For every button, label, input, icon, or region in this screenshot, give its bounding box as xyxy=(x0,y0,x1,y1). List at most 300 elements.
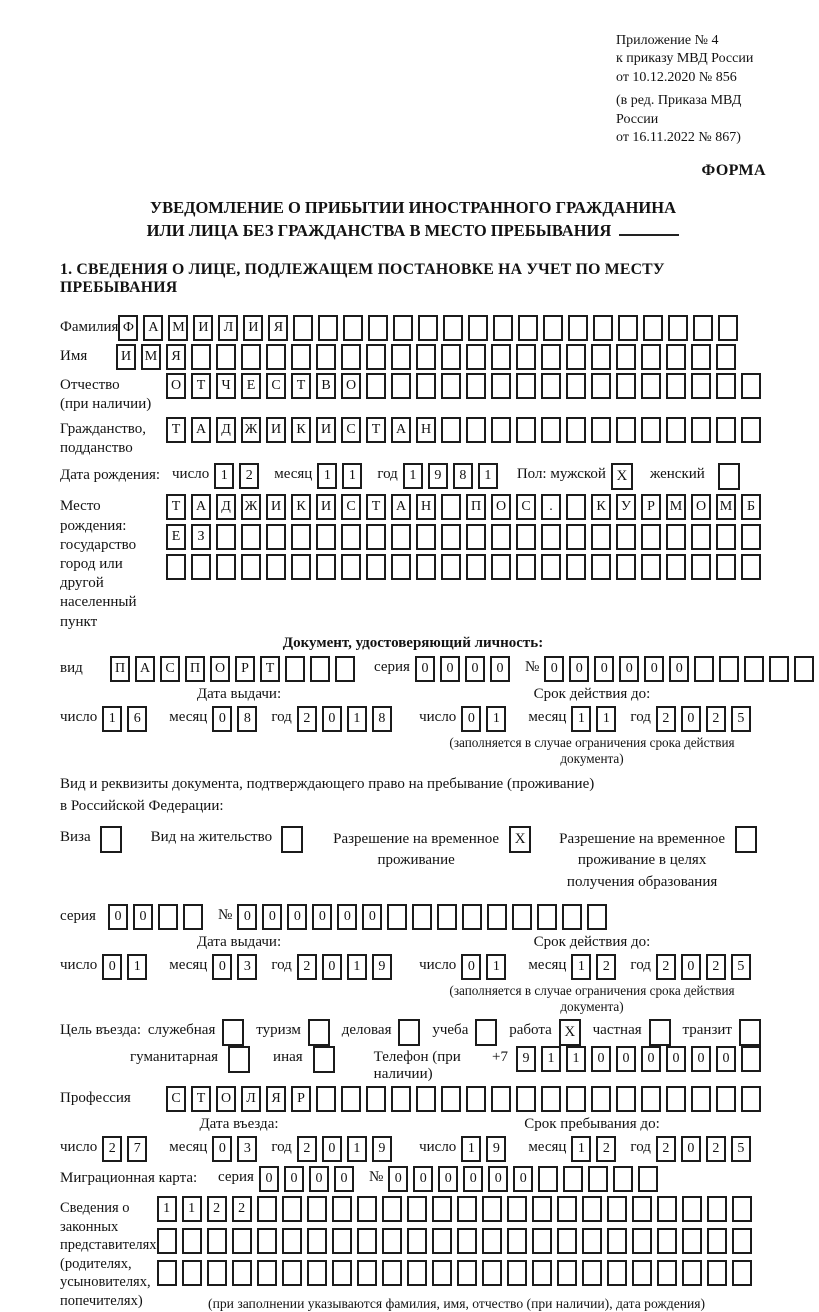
char-cell[interactable] xyxy=(466,524,486,550)
purpose-official-checkbox[interactable] xyxy=(222,1019,244,1046)
char-cell[interactable]: К xyxy=(591,494,611,520)
char-cell[interactable]: 0 xyxy=(461,706,481,732)
char-cell[interactable] xyxy=(158,904,178,930)
char-cell[interactable] xyxy=(391,344,411,370)
char-cell[interactable] xyxy=(518,315,538,341)
char-cell[interactable] xyxy=(357,1228,377,1254)
char-cell[interactable] xyxy=(691,417,711,443)
char-cell[interactable]: 1 xyxy=(127,954,147,980)
char-cell[interactable] xyxy=(382,1260,402,1286)
char-cell[interactable]: 1 xyxy=(566,1046,586,1072)
char-cell[interactable]: 5 xyxy=(731,954,751,980)
char-cell[interactable] xyxy=(216,524,236,550)
char-cell[interactable] xyxy=(566,524,586,550)
char-cell[interactable]: 2 xyxy=(706,954,726,980)
char-cell[interactable]: 1 xyxy=(317,463,337,489)
char-cell[interactable] xyxy=(491,554,511,580)
char-cell[interactable] xyxy=(563,1166,583,1192)
char-cell[interactable]: Д xyxy=(216,494,236,520)
char-cell[interactable]: 0 xyxy=(681,706,701,732)
char-cell[interactable] xyxy=(307,1196,327,1222)
char-cell[interactable] xyxy=(741,554,761,580)
char-cell[interactable] xyxy=(366,373,386,399)
char-cell[interactable]: 1 xyxy=(571,954,591,980)
char-cell[interactable] xyxy=(557,1260,577,1286)
char-cell[interactable] xyxy=(462,904,482,930)
char-cell[interactable] xyxy=(588,1166,608,1192)
char-cell[interactable] xyxy=(616,1086,636,1112)
char-cell[interactable] xyxy=(441,524,461,550)
char-cell[interactable] xyxy=(541,344,561,370)
purpose-work-checkbox[interactable]: X xyxy=(559,1019,581,1046)
char-cell[interactable] xyxy=(591,344,611,370)
char-cell[interactable] xyxy=(207,1228,227,1254)
char-cell[interactable]: Д xyxy=(216,417,236,443)
char-cell[interactable] xyxy=(607,1228,627,1254)
char-cell[interactable]: Т xyxy=(366,417,386,443)
char-cell[interactable] xyxy=(718,315,738,341)
char-cell[interactable] xyxy=(332,1260,352,1286)
char-cell[interactable] xyxy=(732,1260,752,1286)
char-cell[interactable]: 0 xyxy=(513,1166,533,1192)
temp-residence-education-checkbox[interactable] xyxy=(735,826,757,853)
char-cell[interactable] xyxy=(557,1196,577,1222)
char-cell[interactable]: 6 xyxy=(127,706,147,732)
char-cell[interactable]: 2 xyxy=(596,1136,616,1162)
char-cell[interactable]: Ж xyxy=(241,417,261,443)
char-cell[interactable] xyxy=(543,315,563,341)
char-cell[interactable] xyxy=(516,554,536,580)
char-cell[interactable] xyxy=(741,524,761,550)
char-cell[interactable] xyxy=(716,344,736,370)
char-cell[interactable] xyxy=(732,1196,752,1222)
char-cell[interactable]: 0 xyxy=(284,1166,304,1192)
char-cell[interactable]: 8 xyxy=(237,706,257,732)
char-cell[interactable] xyxy=(512,904,532,930)
char-cell[interactable] xyxy=(491,344,511,370)
char-cell[interactable] xyxy=(457,1260,477,1286)
visa-checkbox[interactable] xyxy=(100,826,122,853)
char-cell[interactable] xyxy=(666,1086,686,1112)
char-cell[interactable]: А xyxy=(391,417,411,443)
char-cell[interactable] xyxy=(591,373,611,399)
char-cell[interactable] xyxy=(491,524,511,550)
char-cell[interactable] xyxy=(491,1086,511,1112)
char-cell[interactable] xyxy=(393,315,413,341)
char-cell[interactable]: Ж xyxy=(241,494,261,520)
char-cell[interactable]: 0 xyxy=(322,706,342,732)
char-cell[interactable]: П xyxy=(110,656,130,682)
char-cell[interactable]: 0 xyxy=(108,904,128,930)
char-cell[interactable]: 2 xyxy=(596,954,616,980)
char-cell[interactable] xyxy=(293,315,313,341)
char-cell[interactable] xyxy=(741,417,761,443)
char-cell[interactable]: 0 xyxy=(619,656,639,682)
char-cell[interactable]: Я xyxy=(268,315,288,341)
char-cell[interactable]: У xyxy=(616,494,636,520)
char-cell[interactable]: 1 xyxy=(486,706,506,732)
char-cell[interactable] xyxy=(682,1196,702,1222)
char-cell[interactable] xyxy=(532,1260,552,1286)
char-cell[interactable]: О xyxy=(166,373,186,399)
char-cell[interactable] xyxy=(241,344,261,370)
char-cell[interactable]: И xyxy=(193,315,213,341)
char-cell[interactable] xyxy=(366,344,386,370)
char-cell[interactable] xyxy=(310,656,330,682)
purpose-study-checkbox[interactable] xyxy=(475,1019,497,1046)
char-cell[interactable] xyxy=(443,315,463,341)
char-cell[interactable] xyxy=(562,904,582,930)
char-cell[interactable]: О xyxy=(491,494,511,520)
char-cell[interactable] xyxy=(441,554,461,580)
char-cell[interactable] xyxy=(341,554,361,580)
char-cell[interactable]: . xyxy=(541,494,561,520)
char-cell[interactable]: 1 xyxy=(403,463,423,489)
char-cell[interactable] xyxy=(541,524,561,550)
char-cell[interactable]: И xyxy=(316,494,336,520)
char-cell[interactable]: 9 xyxy=(372,1136,392,1162)
char-cell[interactable]: 0 xyxy=(544,656,564,682)
char-cell[interactable]: 2 xyxy=(297,954,317,980)
char-cell[interactable] xyxy=(466,373,486,399)
char-cell[interactable] xyxy=(432,1260,452,1286)
char-cell[interactable] xyxy=(716,373,736,399)
char-cell[interactable]: С xyxy=(341,494,361,520)
char-cell[interactable] xyxy=(516,1086,536,1112)
char-cell[interactable] xyxy=(266,554,286,580)
char-cell[interactable]: Т xyxy=(191,373,211,399)
char-cell[interactable] xyxy=(316,1086,336,1112)
sex-female-checkbox[interactable] xyxy=(718,463,740,490)
char-cell[interactable]: М xyxy=(168,315,188,341)
char-cell[interactable] xyxy=(466,554,486,580)
char-cell[interactable] xyxy=(641,554,661,580)
char-cell[interactable] xyxy=(707,1260,727,1286)
char-cell[interactable] xyxy=(582,1228,602,1254)
char-cell[interactable]: 0 xyxy=(413,1166,433,1192)
char-cell[interactable]: З xyxy=(191,524,211,550)
char-cell[interactable] xyxy=(266,344,286,370)
char-cell[interactable] xyxy=(516,373,536,399)
char-cell[interactable]: 0 xyxy=(415,656,435,682)
char-cell[interactable] xyxy=(668,315,688,341)
char-cell[interactable] xyxy=(191,554,211,580)
char-cell[interactable]: К xyxy=(291,494,311,520)
char-cell[interactable] xyxy=(732,1228,752,1254)
char-cell[interactable] xyxy=(407,1228,427,1254)
char-cell[interactable]: Л xyxy=(218,315,238,341)
char-cell[interactable] xyxy=(491,373,511,399)
char-cell[interactable]: М xyxy=(666,494,686,520)
char-cell[interactable] xyxy=(391,1086,411,1112)
char-cell[interactable] xyxy=(332,1228,352,1254)
char-cell[interactable]: 0 xyxy=(388,1166,408,1192)
char-cell[interactable] xyxy=(416,1086,436,1112)
char-cell[interactable]: 9 xyxy=(486,1136,506,1162)
char-cell[interactable]: 1 xyxy=(571,1136,591,1162)
char-cell[interactable] xyxy=(482,1228,502,1254)
char-cell[interactable] xyxy=(157,1260,177,1286)
char-cell[interactable]: А xyxy=(191,417,211,443)
char-cell[interactable]: Р xyxy=(291,1086,311,1112)
char-cell[interactable]: 0 xyxy=(716,1046,736,1072)
char-cell[interactable]: 1 xyxy=(486,954,506,980)
char-cell[interactable] xyxy=(666,373,686,399)
char-cell[interactable]: П xyxy=(185,656,205,682)
char-cell[interactable] xyxy=(466,417,486,443)
char-cell[interactable] xyxy=(566,373,586,399)
char-cell[interactable] xyxy=(532,1196,552,1222)
char-cell[interactable] xyxy=(391,524,411,550)
char-cell[interactable] xyxy=(541,554,561,580)
char-cell[interactable] xyxy=(616,417,636,443)
purpose-private-checkbox[interactable] xyxy=(649,1019,671,1046)
char-cell[interactable]: 1 xyxy=(347,954,367,980)
char-cell[interactable] xyxy=(341,1086,361,1112)
char-cell[interactable]: О xyxy=(216,1086,236,1112)
char-cell[interactable]: 2 xyxy=(239,463,259,489)
char-cell[interactable] xyxy=(641,417,661,443)
purpose-transit-checkbox[interactable] xyxy=(739,1019,761,1046)
char-cell[interactable] xyxy=(507,1228,527,1254)
char-cell[interactable] xyxy=(538,1166,558,1192)
residence-permit-checkbox[interactable] xyxy=(281,826,303,853)
char-cell[interactable]: 0 xyxy=(438,1166,458,1192)
char-cell[interactable] xyxy=(318,315,338,341)
char-cell[interactable] xyxy=(532,1228,552,1254)
char-cell[interactable] xyxy=(307,1228,327,1254)
char-cell[interactable] xyxy=(719,656,739,682)
char-cell[interactable] xyxy=(616,524,636,550)
char-cell[interactable]: В xyxy=(316,373,336,399)
char-cell[interactable]: С xyxy=(160,656,180,682)
char-cell[interactable] xyxy=(183,904,203,930)
char-cell[interactable] xyxy=(641,344,661,370)
char-cell[interactable] xyxy=(537,904,557,930)
char-cell[interactable] xyxy=(441,344,461,370)
char-cell[interactable]: Т xyxy=(291,373,311,399)
char-cell[interactable]: 0 xyxy=(322,1136,342,1162)
char-cell[interactable] xyxy=(657,1260,677,1286)
char-cell[interactable]: О xyxy=(341,373,361,399)
char-cell[interactable]: И xyxy=(266,494,286,520)
char-cell[interactable] xyxy=(416,554,436,580)
char-cell[interactable]: 0 xyxy=(465,656,485,682)
char-cell[interactable]: 9 xyxy=(516,1046,536,1072)
char-cell[interactable]: А xyxy=(143,315,163,341)
char-cell[interactable]: 0 xyxy=(362,904,382,930)
char-cell[interactable]: Р xyxy=(235,656,255,682)
char-cell[interactable] xyxy=(591,1086,611,1112)
char-cell[interactable] xyxy=(216,554,236,580)
char-cell[interactable]: Е xyxy=(166,524,186,550)
char-cell[interactable] xyxy=(316,344,336,370)
char-cell[interactable] xyxy=(457,1228,477,1254)
char-cell[interactable]: 0 xyxy=(237,904,257,930)
char-cell[interactable] xyxy=(387,904,407,930)
char-cell[interactable] xyxy=(643,315,663,341)
char-cell[interactable] xyxy=(516,417,536,443)
char-cell[interactable]: 2 xyxy=(706,706,726,732)
temp-residence-checkbox[interactable]: X xyxy=(509,826,531,853)
char-cell[interactable] xyxy=(482,1260,502,1286)
char-cell[interactable]: К xyxy=(291,417,311,443)
char-cell[interactable] xyxy=(291,344,311,370)
char-cell[interactable] xyxy=(716,417,736,443)
char-cell[interactable]: 1 xyxy=(596,706,616,732)
char-cell[interactable]: 1 xyxy=(347,1136,367,1162)
char-cell[interactable]: А xyxy=(135,656,155,682)
char-cell[interactable] xyxy=(368,315,388,341)
char-cell[interactable] xyxy=(507,1260,527,1286)
char-cell[interactable] xyxy=(744,656,764,682)
char-cell[interactable]: 2 xyxy=(706,1136,726,1162)
char-cell[interactable]: Н xyxy=(416,417,436,443)
char-cell[interactable] xyxy=(666,524,686,550)
char-cell[interactable] xyxy=(257,1196,277,1222)
char-cell[interactable]: М xyxy=(141,344,161,370)
char-cell[interactable]: 1 xyxy=(182,1196,202,1222)
char-cell[interactable] xyxy=(582,1196,602,1222)
char-cell[interactable] xyxy=(694,656,714,682)
char-cell[interactable]: 1 xyxy=(541,1046,561,1072)
char-cell[interactable] xyxy=(266,524,286,550)
char-cell[interactable] xyxy=(437,904,457,930)
char-cell[interactable] xyxy=(716,554,736,580)
char-cell[interactable] xyxy=(341,344,361,370)
char-cell[interactable] xyxy=(316,524,336,550)
char-cell[interactable] xyxy=(741,1086,761,1112)
char-cell[interactable] xyxy=(416,344,436,370)
char-cell[interactable] xyxy=(291,554,311,580)
char-cell[interactable]: 0 xyxy=(666,1046,686,1072)
char-cell[interactable] xyxy=(741,1046,761,1072)
char-cell[interactable] xyxy=(441,373,461,399)
char-cell[interactable] xyxy=(282,1196,302,1222)
char-cell[interactable] xyxy=(468,315,488,341)
char-cell[interactable]: 0 xyxy=(259,1166,279,1192)
char-cell[interactable] xyxy=(412,904,432,930)
char-cell[interactable] xyxy=(691,373,711,399)
char-cell[interactable]: И xyxy=(243,315,263,341)
char-cell[interactable]: 0 xyxy=(488,1166,508,1192)
char-cell[interactable]: 9 xyxy=(428,463,448,489)
char-cell[interactable] xyxy=(307,1260,327,1286)
char-cell[interactable]: 0 xyxy=(594,656,614,682)
char-cell[interactable]: 2 xyxy=(102,1136,122,1162)
char-cell[interactable] xyxy=(566,344,586,370)
purpose-other-checkbox[interactable] xyxy=(313,1046,335,1073)
char-cell[interactable] xyxy=(691,524,711,550)
char-cell[interactable]: 0 xyxy=(641,1046,661,1072)
sex-male-checkbox[interactable]: X xyxy=(611,463,633,490)
char-cell[interactable]: 5 xyxy=(731,706,751,732)
char-cell[interactable]: Т xyxy=(166,417,186,443)
char-cell[interactable] xyxy=(207,1260,227,1286)
char-cell[interactable]: С xyxy=(516,494,536,520)
char-cell[interactable]: Т xyxy=(366,494,386,520)
char-cell[interactable] xyxy=(541,417,561,443)
char-cell[interactable]: 0 xyxy=(212,1136,232,1162)
char-cell[interactable]: 0 xyxy=(102,954,122,980)
char-cell[interactable] xyxy=(591,524,611,550)
char-cell[interactable] xyxy=(638,1166,658,1192)
char-cell[interactable] xyxy=(493,315,513,341)
char-cell[interactable] xyxy=(707,1196,727,1222)
char-cell[interactable] xyxy=(232,1260,252,1286)
char-cell[interactable] xyxy=(769,656,789,682)
char-cell[interactable]: 1 xyxy=(157,1196,177,1222)
char-cell[interactable]: Л xyxy=(241,1086,261,1112)
char-cell[interactable]: 8 xyxy=(453,463,473,489)
char-cell[interactable]: 7 xyxy=(127,1136,147,1162)
char-cell[interactable] xyxy=(491,417,511,443)
char-cell[interactable]: И xyxy=(116,344,136,370)
char-cell[interactable]: 1 xyxy=(214,463,234,489)
char-cell[interactable] xyxy=(616,344,636,370)
char-cell[interactable]: Я xyxy=(266,1086,286,1112)
char-cell[interactable] xyxy=(666,417,686,443)
char-cell[interactable] xyxy=(341,524,361,550)
char-cell[interactable]: О xyxy=(691,494,711,520)
char-cell[interactable] xyxy=(241,524,261,550)
char-cell[interactable]: 2 xyxy=(656,706,676,732)
char-cell[interactable]: 9 xyxy=(372,954,392,980)
char-cell[interactable] xyxy=(407,1196,427,1222)
char-cell[interactable]: 0 xyxy=(440,656,460,682)
char-cell[interactable]: Ч xyxy=(216,373,236,399)
char-cell[interactable]: 8 xyxy=(372,706,392,732)
char-cell[interactable] xyxy=(541,1086,561,1112)
char-cell[interactable]: Н xyxy=(416,494,436,520)
char-cell[interactable] xyxy=(241,554,261,580)
char-cell[interactable] xyxy=(657,1228,677,1254)
char-cell[interactable] xyxy=(591,417,611,443)
char-cell[interactable] xyxy=(482,1196,502,1222)
char-cell[interactable]: 0 xyxy=(212,706,232,732)
char-cell[interactable] xyxy=(418,315,438,341)
char-cell[interactable] xyxy=(366,1086,386,1112)
char-cell[interactable]: Т xyxy=(191,1086,211,1112)
char-cell[interactable] xyxy=(432,1228,452,1254)
char-cell[interactable]: 1 xyxy=(102,706,122,732)
char-cell[interactable] xyxy=(182,1260,202,1286)
char-cell[interactable] xyxy=(691,1086,711,1112)
char-cell[interactable] xyxy=(591,554,611,580)
char-cell[interactable] xyxy=(391,373,411,399)
char-cell[interactable] xyxy=(466,1086,486,1112)
char-cell[interactable]: 0 xyxy=(312,904,332,930)
char-cell[interactable] xyxy=(407,1260,427,1286)
char-cell[interactable] xyxy=(507,1196,527,1222)
char-cell[interactable] xyxy=(416,373,436,399)
char-cell[interactable] xyxy=(382,1196,402,1222)
char-cell[interactable]: 0 xyxy=(287,904,307,930)
char-cell[interactable] xyxy=(382,1228,402,1254)
char-cell[interactable] xyxy=(457,1196,477,1222)
char-cell[interactable]: 3 xyxy=(237,1136,257,1162)
char-cell[interactable] xyxy=(641,373,661,399)
purpose-tourism-checkbox[interactable] xyxy=(308,1019,330,1046)
char-cell[interactable]: И xyxy=(316,417,336,443)
char-cell[interactable] xyxy=(666,344,686,370)
char-cell[interactable]: 0 xyxy=(461,954,481,980)
char-cell[interactable] xyxy=(607,1260,627,1286)
char-cell[interactable] xyxy=(282,1260,302,1286)
char-cell[interactable] xyxy=(557,1228,577,1254)
char-cell[interactable] xyxy=(794,656,814,682)
char-cell[interactable]: 3 xyxy=(237,954,257,980)
